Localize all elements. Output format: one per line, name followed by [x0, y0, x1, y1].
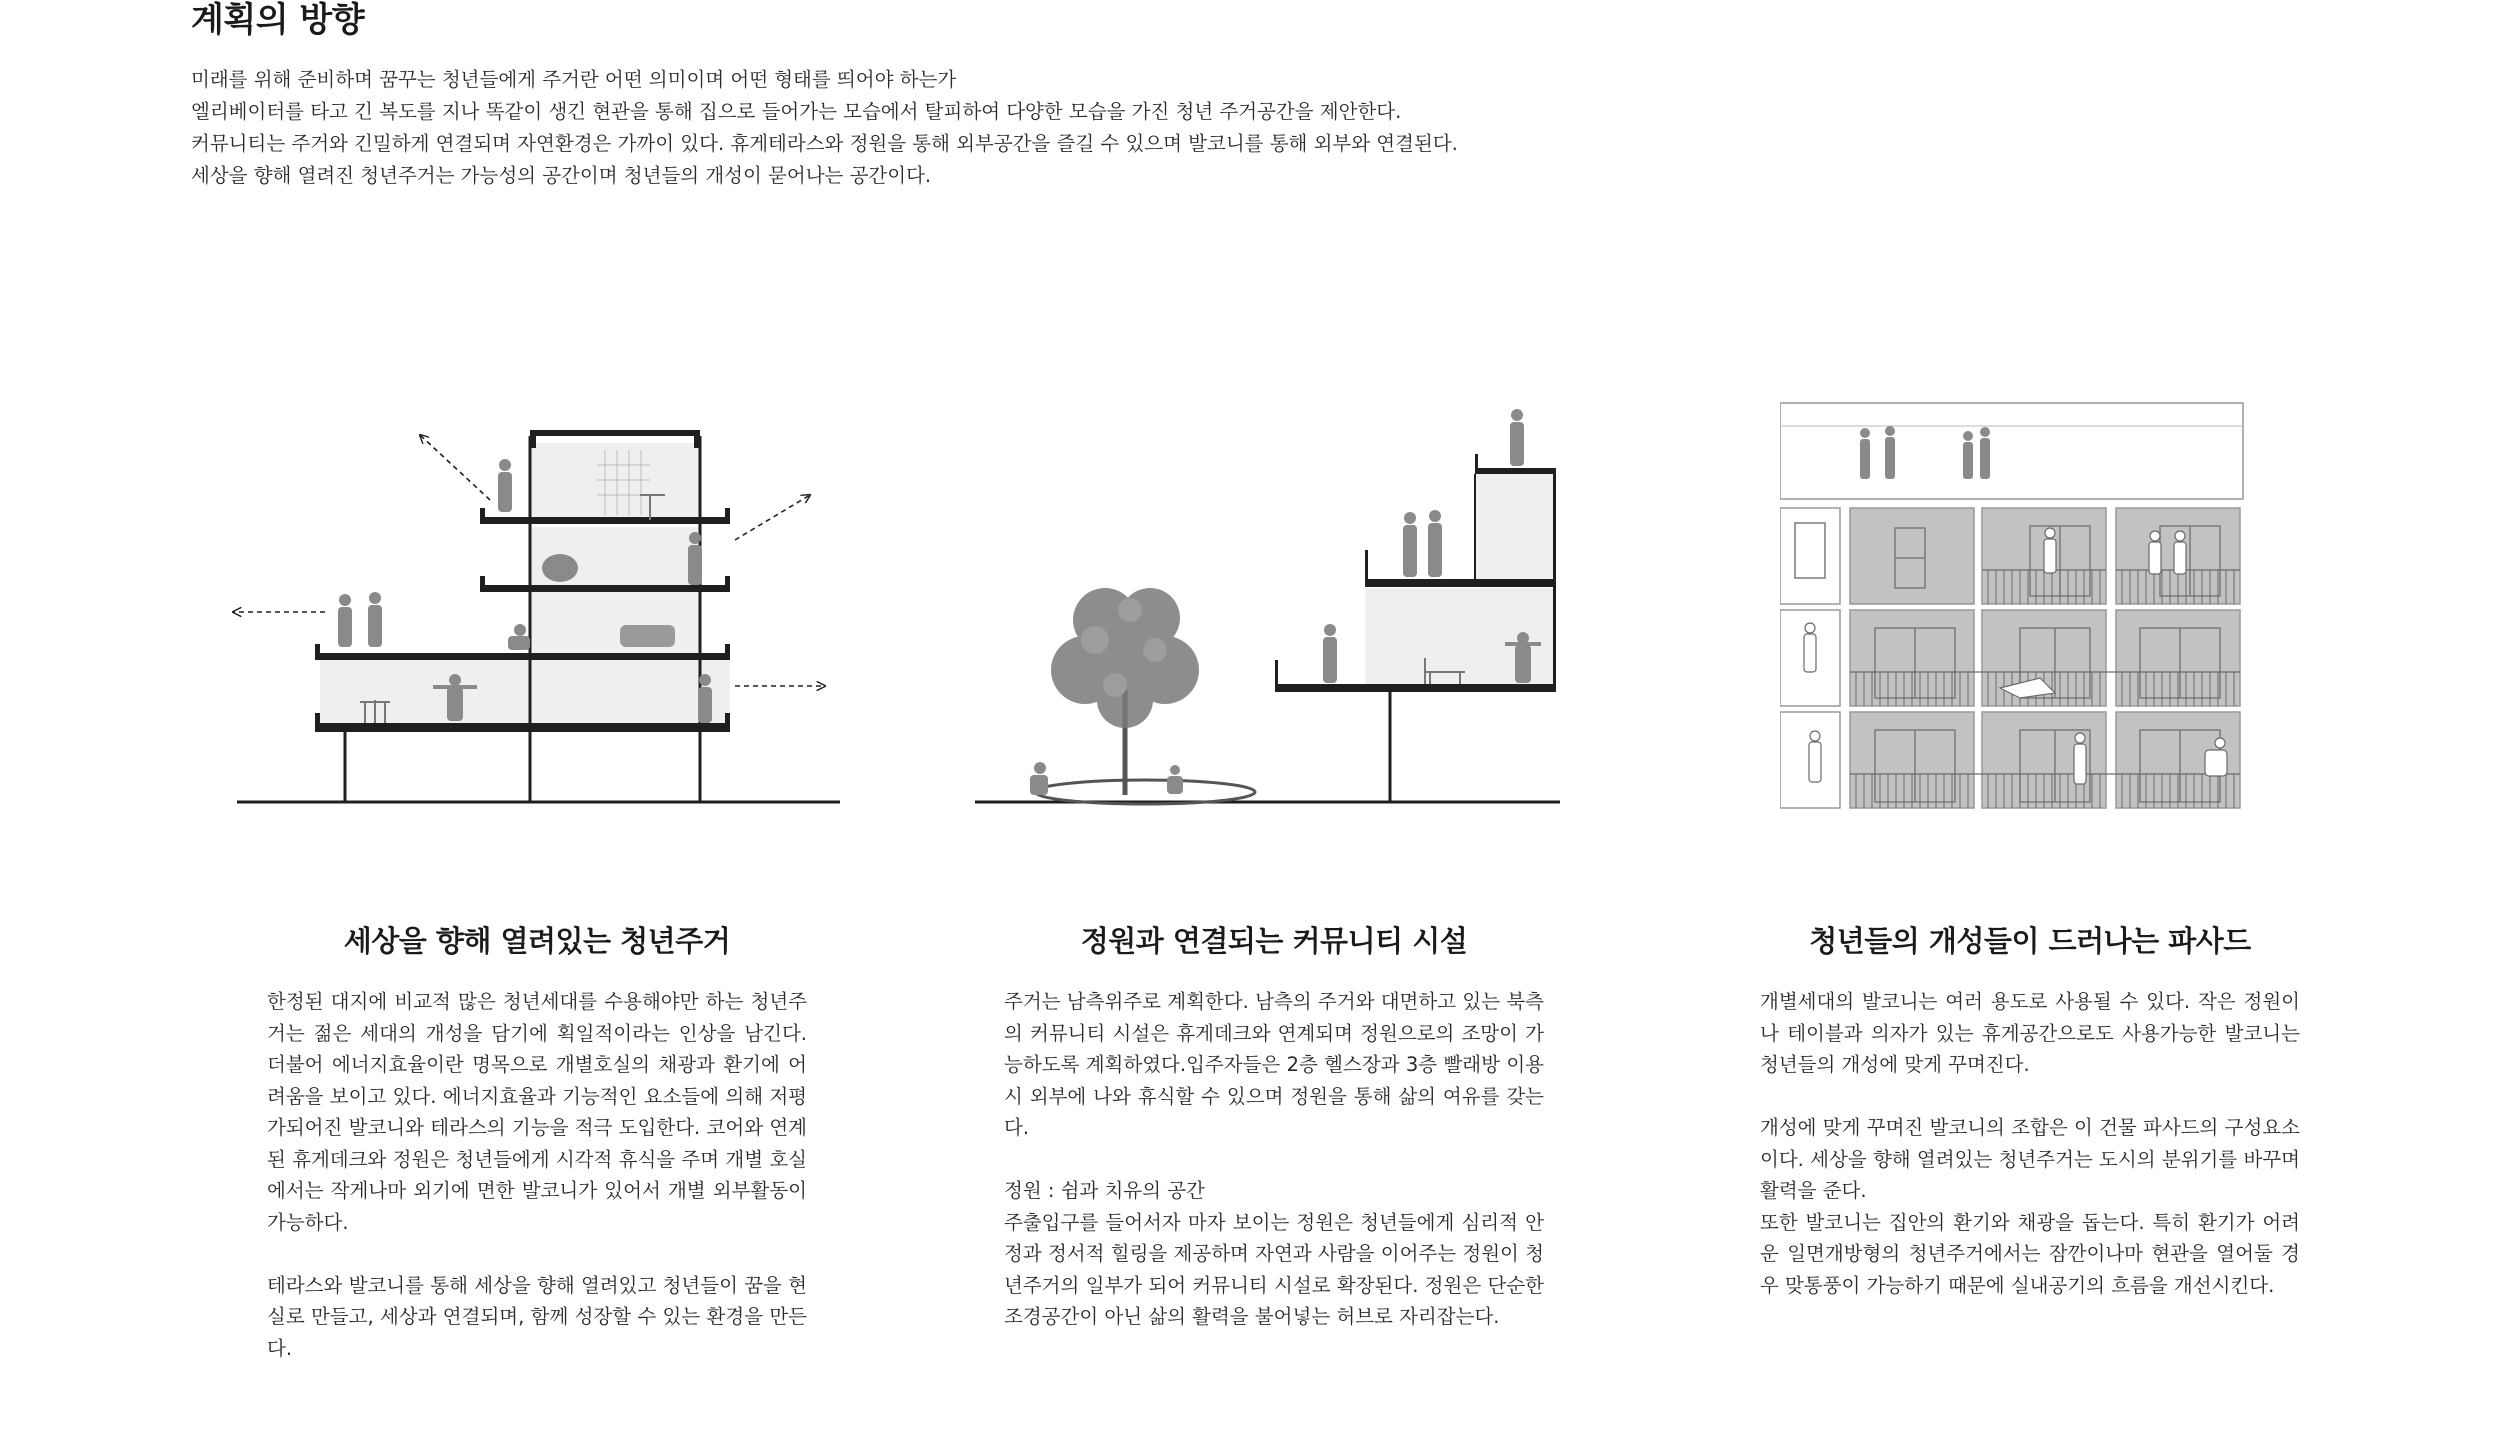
- section-paragraph: 개성에 맞게 꾸며진 발코니의 조합은 이 건물 파사드의 구성요소이다. 세상을 향해 열려있는 청년주거는 도시의 분위기를 바꾸며 활력을 준다.: [1760, 1116, 2300, 1202]
- section-facade: [1760, 922, 2300, 1301]
- section-diagram-open-terraces: [225, 380, 845, 820]
- section-heading: 정원과 연결되는 커뮤니티 시설: [1080, 924, 1468, 958]
- section-heading: 청년들의 개성들이 드러나는 파사드: [1809, 924, 2251, 958]
- section-paragraph: 주출입구를 들어서자 마자 보이는 정원은 청년들에게 심리적 안정과 정서적 힐링을 제공하며 자연과 사람을 이어주는 정원이 청년주거의 일부가 되어 커뮤니티 시설로 확장된다. 정원은 단순한 조경공간이 아닌 삶의 활력을 불어넣는 허브로 자리잡는다.: [1004, 1210, 1544, 1328]
- section-diagram-community-garden: [975, 390, 1565, 820]
- facade-diagram-balconies: [1780, 398, 2270, 818]
- section-paragraph: 개별세대의 발코니는 여러 용도로 사용될 수 있다. 작은 정원이나 테이블과 의자가 있는 휴게공간으로도 사용가능한 발코니는 청년들의 개성에 맞게 꾸며진다.: [1760, 990, 2300, 1076]
- section-heading: 세상을 향해 열려있는 청년주거: [343, 924, 731, 958]
- section-paragraph: 또한 발코니는 집안의 환기와 채광을 돕는다. 특히 환기가 어려운 일면개방형의 청년주거에서는 잠깐이나마 현관을 열어둘 경우 맞통풍이 가능하기 때문에 실내공기의 흐름을 개선시킨다.: [1760, 1210, 2300, 1297]
- intro-line: 미래를 위해 준비하며 꿈꾸는 청년들에게 주거란 어떤 의미이며 어떤 형태를 띄어야 하는가: [191, 68, 957, 91]
- page-title: 계획의 방향: [191, 0, 365, 40]
- intro-text: [191, 64, 1891, 192]
- intro-line: 엘리베이터를 타고 긴 복도를 지나 똑같이 생긴 현관을 통해 집으로 들어가는 모습에서 탈피하여 다양한 모습을 가진 청년 주거공간을 제안한다.: [191, 100, 1402, 123]
- section-subheading: 정원 : 쉼과 치유의 공간: [1004, 1179, 1205, 1202]
- section-paragraph: 주거는 남측위주로 계획한다. 남측의 주거와 대면하고 있는 북측의 커뮤니티 시설은 휴게데크와 연계되며 정원으로의 조망이 가능하도록 계획하였다.입주자들은 2층 헬스장과 3층 빨래방 이용시 외부에 나와 휴식할 수 있으며 정원을 통해 삶의 여유를 갖는다.: [1004, 990, 1544, 1139]
- intro-line: 커뮤니티는 주거와 긴밀하게 연결되며 자연환경은 가까이 있다. 휴게테라스와 정원을 통해 외부공간을 즐길 수 있으며 발코니를 통해 외부와 연결된다.: [191, 132, 1458, 155]
- section-open-housing: [267, 922, 807, 1364]
- intro-line: 세상을 향해 열려진 청년주거는 가능성의 공간이며 청년들의 개성이 묻어나는 공간이다.: [191, 164, 932, 187]
- section-paragraph: 테라스와 발코니를 통해 세상을 향해 열려있고 청년들이 꿈을 현실로 만들고, 세상과 연결되며, 함께 성장할 수 있는 환경을 만든다.: [267, 1273, 807, 1360]
- section-paragraph: 한정된 대지에 비교적 많은 청년세대를 수용해야만 하는 청년주거는 젊은 세대의 개성을 담기에 획일적이라는 인상을 남긴다. 더불어 에너지효율이란 명목으로 개별호실의 채광과 환기에 어려움을 보이고 있다. 에너지효율과 기능적인 요소들에 의해 저평가되어진 발코니와 테라스의 기능을 적극 도입한다. 코어와 연계된 휴게데크와 정원은 청년들에게 시각적 휴식을 주며 개별 호실에서는 작게나마 외기에 면한 발코니가 있어서 개별 외부활동이 가능하다.: [267, 990, 807, 1234]
- section-community-garden: [1004, 922, 1544, 1333]
